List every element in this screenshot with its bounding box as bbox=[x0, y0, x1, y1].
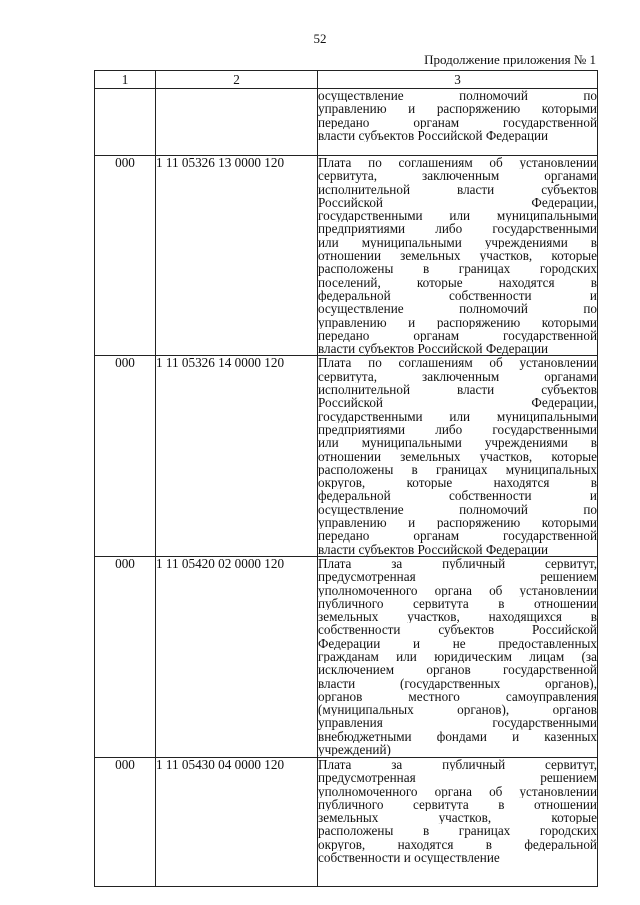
description-line: предусмотренная решением bbox=[318, 771, 597, 785]
description-line: или муниципальными учреждениями в bbox=[318, 235, 597, 250]
description-line: власти субъектов Российской Федерации bbox=[318, 342, 549, 356]
description-line: учреждений) bbox=[318, 743, 391, 757]
description-line: гражданам или юридическим лицам (за bbox=[318, 649, 597, 664]
description-line: управлению и распоряжению которыми bbox=[318, 102, 597, 116]
description-line: округов, которые находятся в bbox=[318, 476, 597, 490]
header-col-1: 1 bbox=[95, 71, 156, 89]
description-line: уполномоченного органа об установлении bbox=[318, 583, 597, 597]
description-line: земельных участков, находящихся в bbox=[318, 610, 597, 624]
header-col-3: 3 bbox=[318, 71, 598, 89]
description-cell bbox=[318, 156, 598, 356]
appendix-continuation-note: Продолжение приложения № 1 bbox=[424, 52, 596, 67]
description-line: предприятиями либо государственными bbox=[318, 422, 597, 437]
description-cell bbox=[318, 556, 598, 757]
description-line: государственными или муниципальными bbox=[318, 409, 597, 423]
description-line: федеральной собственности и bbox=[318, 288, 597, 303]
description-line: собственности субъектов Российской bbox=[318, 623, 597, 637]
description-line: округов, находятся в федеральной bbox=[318, 837, 597, 851]
table-row bbox=[95, 556, 598, 757]
description-line: расположены в границах городских bbox=[318, 262, 597, 276]
description-line: Плата по соглашениям об установлении bbox=[318, 156, 597, 170]
budget-codes-table bbox=[94, 70, 598, 887]
admin-code-cell bbox=[95, 89, 156, 156]
description-line: Плата за публичный сервитут, bbox=[318, 757, 597, 772]
revenue-code-cell: 1 11 05430 04 0000 120 bbox=[156, 757, 318, 886]
description-line: отношении земельных участков, которые bbox=[318, 249, 597, 263]
table-row bbox=[95, 356, 598, 556]
description-line: расположены в границах городских bbox=[318, 824, 597, 838]
description-line: осуществление полномочий по bbox=[318, 502, 597, 517]
admin-code-cell: 000 bbox=[95, 556, 156, 757]
description-line: Плата за публичный сервитут, bbox=[318, 556, 597, 571]
description-line: предусмотренная решением bbox=[318, 570, 597, 584]
description-cell bbox=[318, 89, 598, 156]
description-line: передано органам государственной bbox=[318, 115, 597, 129]
revenue-code-cell: 1 11 05420 02 0000 120 bbox=[156, 556, 318, 757]
description-line: Плата по соглашениям об установлении bbox=[318, 356, 597, 370]
description-line: передано органам государственной bbox=[318, 328, 597, 343]
description-line: осуществление полномочий по bbox=[318, 302, 597, 316]
admin-code-cell: 000 bbox=[95, 356, 156, 556]
admin-code-cell: 000 bbox=[95, 757, 156, 886]
description-line: публичного сервитута в отношении bbox=[318, 596, 597, 611]
description-line: государственными или муниципальными bbox=[318, 209, 597, 223]
description-line: сервитута, заключенным органами bbox=[318, 169, 597, 183]
revenue-code-cell: 1 11 05326 14 0000 120 bbox=[156, 356, 318, 556]
description-line: исполнительной власти субъектов bbox=[318, 182, 597, 196]
description-cell bbox=[318, 757, 598, 886]
table-row bbox=[95, 156, 598, 356]
table-row bbox=[95, 757, 598, 886]
description-line: исполнительной власти субъектов bbox=[318, 383, 597, 397]
description-line: власти субъектов Российской Федерации bbox=[318, 542, 549, 556]
description-line: управлению и распоряжению которыми bbox=[318, 315, 597, 329]
description-line: Российской Федерации, bbox=[318, 195, 597, 210]
description-line: осуществление полномочий по bbox=[318, 89, 597, 103]
description-line: предприятиями либо государственными bbox=[318, 222, 597, 236]
description-line: Российской Федерации, bbox=[318, 396, 597, 410]
header-col-2: 2 bbox=[156, 71, 318, 89]
page-number: 52 bbox=[313, 31, 327, 46]
revenue-code-cell bbox=[156, 89, 318, 156]
description-line: внебюджетными фондами и казенных bbox=[318, 729, 597, 744]
description-line: управлению и распоряжению которыми bbox=[318, 516, 597, 530]
description-line: передано органам государственной bbox=[318, 529, 597, 543]
description-line: уполномоченного органа об установлении bbox=[318, 784, 597, 798]
description-line: (муниципальных органов), органов bbox=[318, 703, 597, 717]
description-line: власти (государственных органов), bbox=[318, 676, 597, 690]
revenue-code-cell: 1 11 05326 13 0000 120 bbox=[156, 156, 318, 356]
table-row bbox=[95, 89, 598, 156]
description-line: органов местного самоуправления bbox=[318, 689, 597, 704]
description-line: публичного сервитута в отношении bbox=[318, 797, 597, 812]
description-line: расположены в границах муниципальных bbox=[318, 462, 597, 477]
description-line: поселений, которые находятся в bbox=[318, 275, 597, 289]
description-line: управления государственными bbox=[318, 716, 597, 730]
description-line: или муниципальными учреждениями в bbox=[318, 436, 597, 450]
admin-code-cell: 000 bbox=[95, 156, 156, 356]
description-line: земельных участков, которые bbox=[318, 811, 597, 825]
description-line: власти субъектов Российской Федерации bbox=[318, 128, 549, 143]
description-line: исключением органов государственной bbox=[318, 663, 597, 677]
description-cell bbox=[318, 356, 598, 556]
description-line: отношении земельных участков, которые bbox=[318, 449, 597, 463]
description-line: сервитута, заключенным органами bbox=[318, 369, 597, 384]
description-line: Федерации и не предоставленных bbox=[318, 636, 597, 650]
table-header-row bbox=[95, 71, 598, 89]
description-line: федеральной собственности и bbox=[318, 489, 597, 503]
description-line: собственности и осуществление bbox=[318, 850, 500, 865]
